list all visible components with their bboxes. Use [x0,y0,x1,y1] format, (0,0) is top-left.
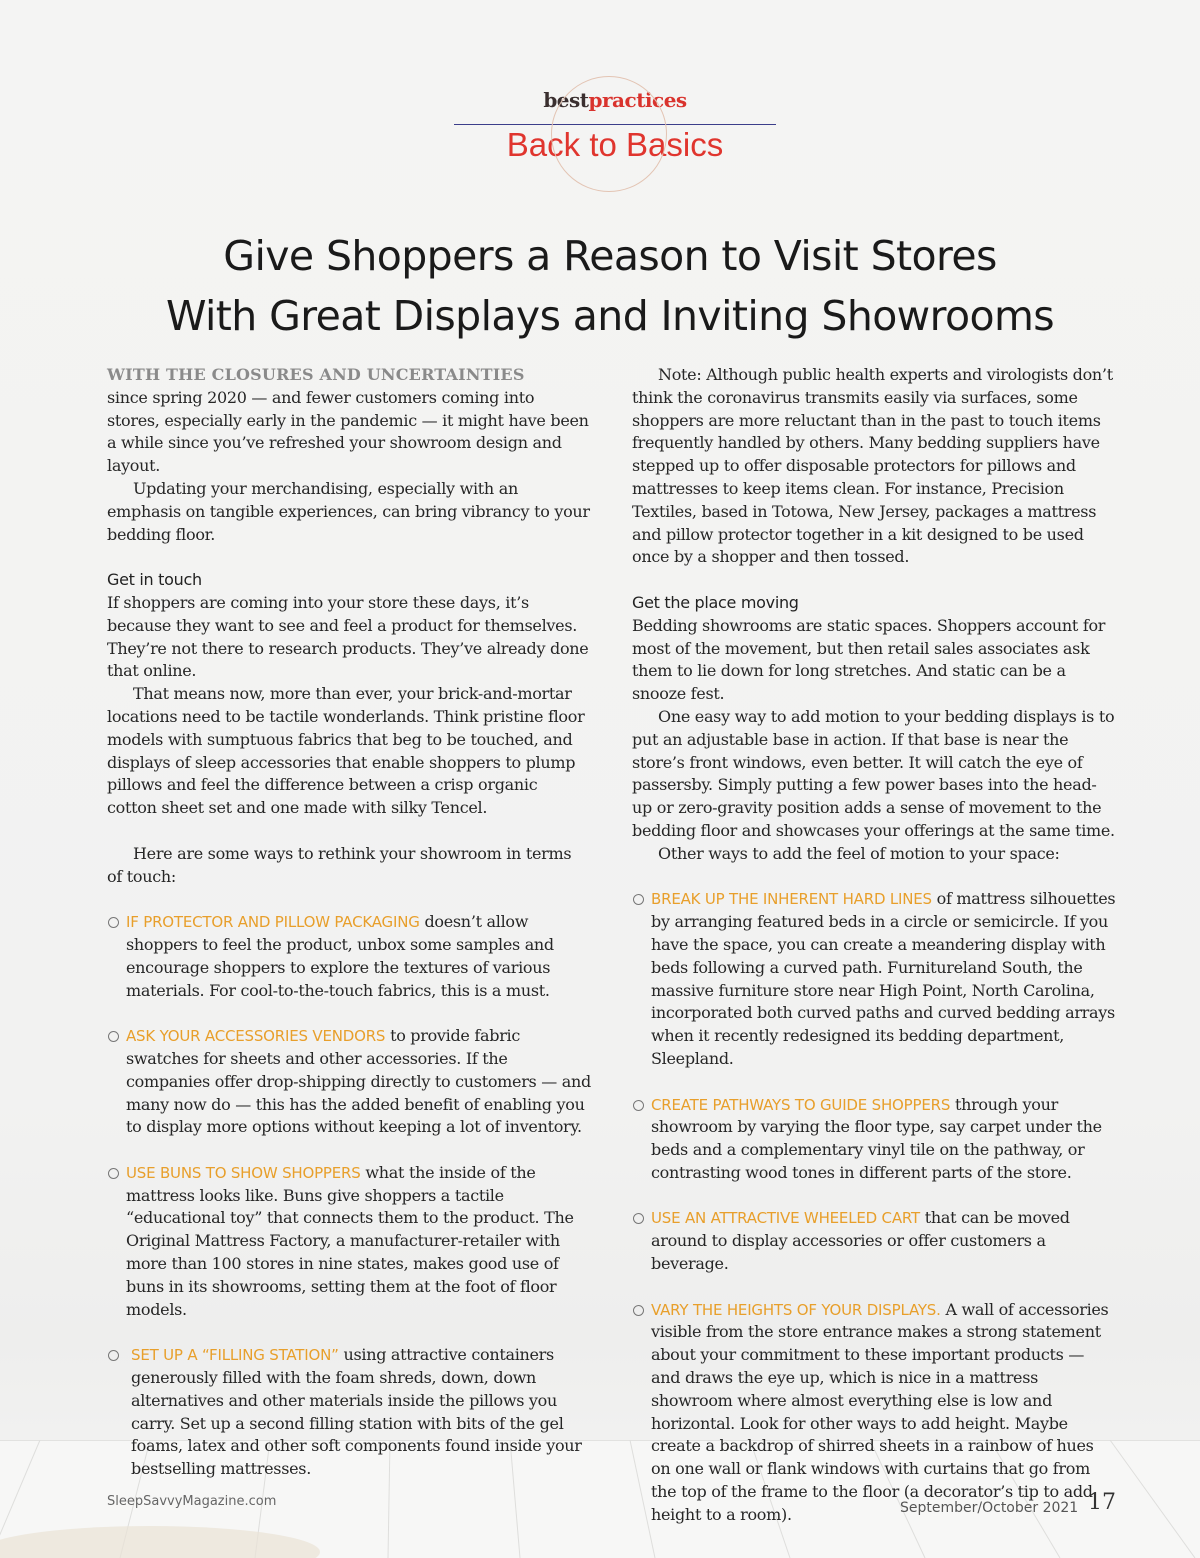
bullet-circle-icon [108,1031,119,1042]
subhead-get-the-place-moving: Get the place moving [632,592,799,612]
bullet-circle-icon [633,1100,644,1111]
lead-paragraph [107,364,591,478]
paragraph: Other ways to add the feel of motion to your space: [658,843,1060,863]
bullet-text: using attractive containers generously filled with the foam shreds, down, down alternatives and other materials inside the pillows you carry. Set up a second filling station with bits of the gel foams, latex and other soft components found inside your bestselling mattresses. [131,1345,582,1479]
bullet-item [107,1025,591,1139]
bullet-text: that can be moved around to display accessories or offer customers a beverage. [651,1208,1070,1274]
paragraph: If shoppers are coming into your store these days, it’s because they want to see and feel a product for themselves. They’re not there to research products. They’ve already done that online. [107,592,589,681]
bullet-circle-icon [108,1168,119,1179]
bullet-circle-icon [633,894,644,905]
bullet-key-phrase: BREAK UP THE INHERENT HARD LINES [651,890,932,909]
bullet-text: doesn’t allow shoppers to feel the product, unbox some samples and encourage shoppers to explore the textures of various materials. For cool-to-the-touch fabrics, this is a must. [126,912,554,1000]
paragraph: Updating your merchandising, especially with an emphasis on tangible experiences, can bring vibrancy to your bedding floor. [107,478,590,544]
right-column [632,364,1116,1527]
section-title: Back to Basics [506,126,724,163]
page-number: 17 [1088,1490,1116,1515]
bullet-item [632,1207,1116,1275]
bullet-circle-icon [633,1213,644,1224]
bullet-circle-icon [633,1305,644,1316]
bullet-key-phrase: VARY THE HEIGHTS OF YOUR DISPLAYS. [651,1300,941,1319]
bullet-key-phrase: USE BUNS TO SHOW SHOPPERS [126,1163,361,1182]
paragraph: That means now, more than ever, your brick-and-mortar locations need to be tactile wonderlands. Think pristine floor models with sumptuous fabrics that beg to be touched, and displays of sleep accessories that enable shoppers to plump pillows and feel the difference between a crisp organic cotton sheet set and one made with silky Tencel. [107,684,585,818]
lead-text: since spring 2020 — and fewer customers coming into stores, especially early in the pandemic — it might have been a while since you’ve refreshed your showroom design and layout. [107,387,589,476]
bullet-key-phrase: SET UP A “FILLING STATION” [131,1346,339,1365]
bullet-item [632,888,1116,1070]
bullet-text: A wall of accessories visible from the store entrance makes a strong statement about your commitment to these important products — and draws the eye up, which is nice in a mattress showroom where almost everything else is low and horizontal. Look for other ways to add height. Maybe create a backdrop of shirred sheets in a rainbow of hues on one wall or flank windows with curtains that go from the top of the frame to the floor (a decorator’s tip to add height to a room). [651,1299,1109,1524]
bullet-item [107,1344,591,1481]
bullet-text: through your showroom by varying the floor type, say carpet under the beds and a complementary vinyl tile on the pathway, or contrasting wood tones in different parts of the store. [651,1094,1102,1182]
bullet-circle-icon [108,1350,119,1361]
bullet-item [107,1162,591,1322]
footer-issue-date: September/October 2021 [900,1500,1079,1516]
paragraph: Bedding showrooms are static spaces. Shoppers account for most of the movement, but then retail sales associates ask them to lie down for long stretches. And static can be a snooze fest. [632,615,1106,704]
left-column [107,364,591,1481]
paragraph: Note: Although public health experts and virologists don’t think the coronavirus transmits easily via surfaces, some shoppers are more reluctant than in the past to touch items frequently handled by others. Many bedding suppliers have stepped up to offer disposable protectors for pillows and mattresses to keep items clean. For instance, Precision Textiles, based in Totowa, New Jersey, packages a mattress and pillow protector together in a kit designed to be used once by a shopper and then tossed. [632,365,1113,567]
paragraph: Here are some ways to rethink your showroom in terms of touch: [107,843,572,886]
footer-website: SleepSavvyMagazine.com [107,1494,277,1509]
bullet-key-phrase: USE AN ATTRACTIVE WHEELED CART [651,1209,920,1228]
headline-line-2: With Great Displays and Inviting Showrooms [165,292,1055,340]
department-label-best: best [543,88,589,112]
bullet-item [632,1299,1116,1527]
lead-caps: WITH THE CLOSURES AND UNCERTAINTIES [107,365,525,384]
bullet-key-phrase: IF PROTECTOR AND PILLOW PACKAGING [126,913,420,932]
bullet-circle-icon [108,917,119,928]
bullet-text: to provide fabric swatches for sheets and other accessories. If the companies offer drop-shipping directly to customers — and many now do — this has the added benefit of enabling you to display more options without keeping a lot of inventory. [126,1026,591,1137]
subhead-get-in-touch: Get in touch [107,570,202,590]
bullet-key-phrase: ASK YOUR ACCESSORIES VENDORS [126,1027,386,1046]
bullet-text: of mattress silhouettes by arranging featured beds in a circle or semicircle. If you have the space, you can create a meandering display with beds following a curved path. Furnitureland South, the massive furniture store near High Point, North Carolina, incorporated both curved paths and curved bedding arrays when it recently redesigned its bedding department, Sleepland. [651,889,1116,1068]
bullet-item [632,1094,1116,1185]
masthead-circle-ornament [551,76,667,192]
paragraph: One easy way to add motion to your bedding displays is to put an adjustable base in action. If that base is near the store’s front windows, even better. It will catch the eye of passersby. Simply putting a few power bases into the head-up or zero-gravity position adds a sense of movement to the bedding floor and showcases your offerings at the same time. [632,706,1115,840]
bullet-key-phrase: CREATE PATHWAYS TO GUIDE SHOPPERS [651,1095,951,1114]
article-headline [60,226,1160,346]
department-label-practices: practices [588,88,687,112]
bullet-text: what the inside of the mattress looks like. Buns give shoppers a tactile “educational toy” that connects them to the product. The Original Mattress Factory, a manufacturer-retailer with more than 100 stores in nine states, makes good use of buns in its showrooms, setting them at the foot of floor models. [126,1162,574,1319]
bullet-item [107,911,591,1002]
headline-line-1: Give Shoppers a Reason to Visit Stores [223,232,997,280]
